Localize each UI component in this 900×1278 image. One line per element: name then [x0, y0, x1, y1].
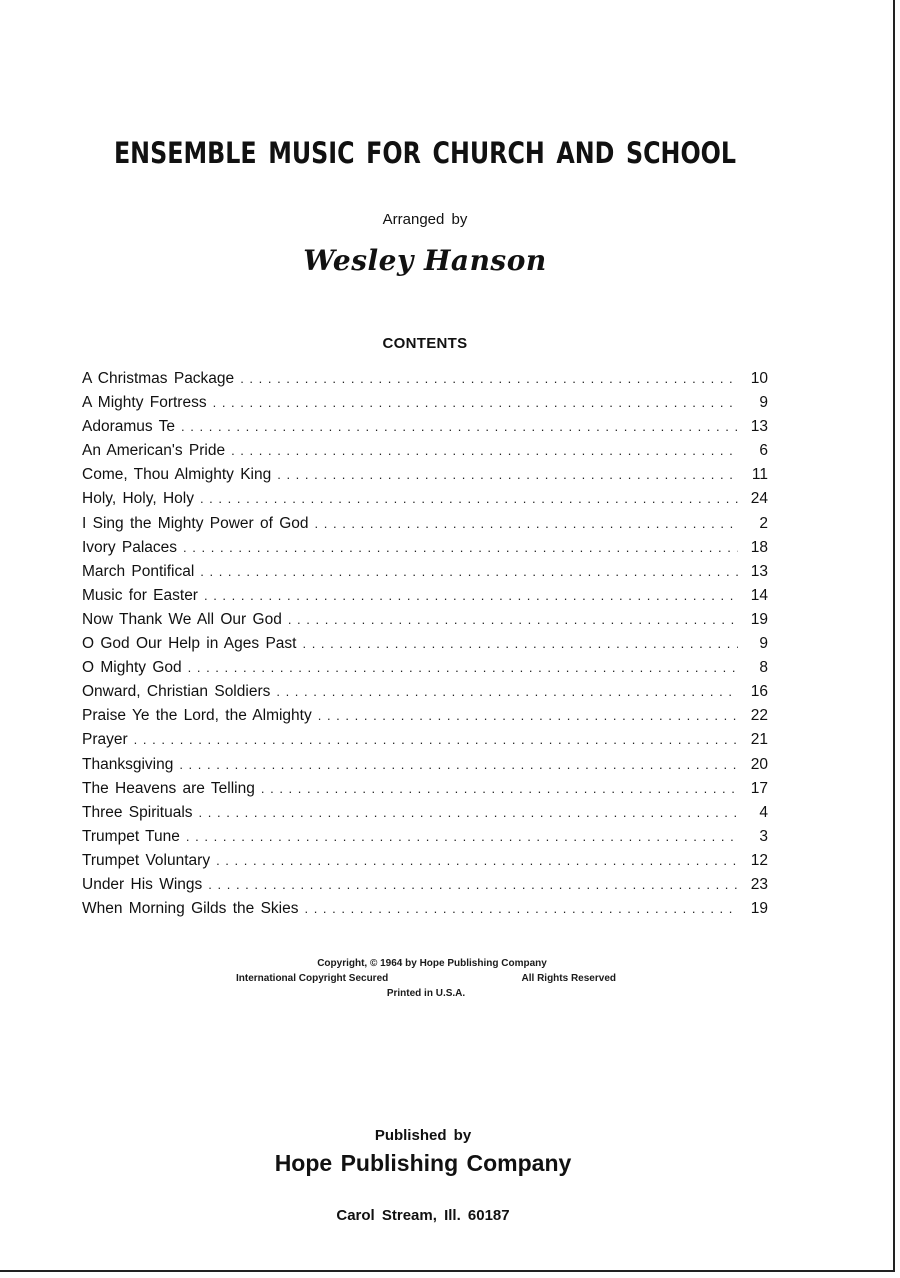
toc-entry	[82, 466, 768, 490]
toc-entry-title: Trumpet Tune	[82, 827, 180, 845]
toc-entry	[82, 900, 768, 924]
toc-entry-page: 18	[750, 538, 768, 556]
copyright-rights-line	[236, 971, 616, 986]
toc-entry	[82, 611, 768, 635]
toc-entry-page: 20	[750, 755, 768, 773]
toc-entry	[82, 683, 768, 707]
toc-entry	[82, 828, 768, 852]
toc-entry-page: 4	[759, 803, 768, 821]
toc-entry-title: A Mighty Fortress	[82, 394, 207, 412]
toc-entry-title: I Sing the Mighty Power of God	[82, 514, 309, 532]
toc-entry-page: 6	[759, 442, 768, 460]
toc-entry-page: 16	[750, 683, 768, 701]
toc-entry	[82, 780, 768, 804]
dot-leader	[181, 419, 738, 434]
dot-leader	[200, 564, 738, 579]
toc-entry-title: Adoramus Te	[82, 418, 176, 436]
copyright-secured: International Copyright Secured	[236, 973, 389, 984]
toc-entry-page: 22	[750, 707, 768, 725]
printed-in: Printed in U.S.A.	[386, 988, 466, 999]
toc-entry	[82, 490, 768, 514]
toc-entry-title: March Pontifical	[82, 562, 195, 580]
toc-entry	[82, 515, 768, 539]
dot-leader	[134, 732, 738, 747]
toc-entry-page: 8	[759, 659, 768, 677]
toc-entry	[82, 370, 768, 394]
toc-entry	[82, 394, 768, 418]
publisher-location: Carol Stream, Ill. 60187	[336, 1207, 510, 1224]
dot-leader	[213, 395, 738, 410]
toc-entry-page: 24	[750, 490, 768, 508]
dot-leader	[199, 805, 738, 820]
toc-entry-title: An American's Pride	[82, 442, 226, 460]
arranger-name: Wesley Hanson	[303, 244, 547, 277]
dot-leader	[208, 877, 738, 892]
toc-entry-page: 9	[759, 394, 768, 412]
toc-entry-page: 19	[750, 610, 768, 628]
toc-entry-page: 19	[750, 900, 768, 918]
toc-entry	[82, 731, 768, 755]
toc-entry	[82, 635, 768, 659]
toc-entry-page: 17	[750, 779, 768, 797]
toc-entry-title: The Heavens are Telling	[82, 779, 255, 797]
toc-entry-page: 14	[750, 586, 768, 604]
copyright-rights-reserved: All Rights Reserved	[521, 973, 616, 984]
toc-entry	[82, 587, 768, 611]
toc-entry-title: Under His Wings	[82, 875, 203, 893]
toc-entry-title: Music for Easter	[82, 586, 198, 604]
toc-entry	[82, 852, 768, 876]
copyright-notice	[236, 956, 616, 1001]
toc-entry-page: 9	[759, 635, 768, 653]
toc-entry-title: When Morning Gilds the Skies	[82, 900, 299, 918]
contents-heading: CONTENTS	[382, 335, 468, 352]
toc-entry-page: 13	[750, 562, 768, 580]
toc-entry	[82, 442, 768, 466]
dot-leader	[204, 588, 738, 603]
dot-leader	[231, 443, 738, 458]
copyright-line: Copyright, © 1964 by Hope Publishing Company	[317, 958, 547, 969]
dot-leader	[318, 708, 738, 723]
toc-entry-title: Onward, Christian Soldiers	[82, 683, 271, 701]
table-of-contents	[82, 370, 768, 924]
dot-leader	[315, 516, 738, 531]
toc-entry	[82, 539, 768, 563]
published-by-label: Published by	[374, 1127, 472, 1144]
toc-entry-title: Trumpet Voluntary	[82, 851, 211, 869]
dot-leader	[240, 371, 738, 386]
toc-entry-page: 2	[759, 514, 768, 532]
toc-entry-title: Three Spirituals	[82, 803, 193, 821]
toc-entry	[82, 563, 768, 587]
toc-entry-page: 10	[750, 370, 768, 387]
dot-leader	[288, 612, 738, 627]
dot-leader	[302, 636, 738, 651]
toc-entry-page: 3	[759, 827, 768, 845]
toc-entry-title: O Mighty God	[82, 659, 182, 677]
toc-entry-page: 21	[750, 731, 768, 749]
publisher-name: Hope Publishing Company	[274, 1150, 572, 1176]
toc-entry-page: 23	[750, 875, 768, 893]
toc-entry-title: Thanksgiving	[82, 755, 174, 773]
dot-leader	[200, 491, 738, 506]
toc-entry-title: Now Thank We All Our God	[82, 610, 282, 628]
toc-entry-title: A Christmas Package	[82, 370, 235, 387]
dot-leader	[183, 540, 738, 555]
page-title: ENSEMBLE MUSIC FOR CHURCH AND SCHOOL	[113, 136, 737, 170]
toc-entry	[82, 804, 768, 828]
arranged-by-label: Arranged by	[382, 211, 468, 228]
dot-leader	[186, 829, 738, 844]
toc-entry-page: 11	[751, 466, 768, 484]
dot-leader	[216, 853, 738, 868]
toc-entry-page: 13	[750, 418, 768, 436]
toc-entry-title: Ivory Palaces	[82, 538, 178, 556]
dot-leader	[179, 757, 738, 772]
toc-entry-title: Prayer	[82, 731, 128, 749]
dot-leader	[276, 684, 738, 699]
toc-entry-title: Praise Ye the Lord, the Almighty	[82, 707, 312, 725]
toc-entry-page: 12	[750, 851, 768, 869]
toc-entry	[82, 876, 768, 900]
toc-entry	[82, 418, 768, 442]
toc-entry-title: O God Our Help in Ages Past	[82, 635, 297, 653]
dot-leader	[304, 901, 738, 916]
toc-entry	[82, 659, 768, 683]
dot-leader	[261, 781, 738, 796]
toc-entry	[82, 756, 768, 780]
dot-leader	[188, 660, 738, 675]
dot-leader	[277, 467, 738, 482]
toc-entry-title: Come, Thou Almighty King	[82, 466, 272, 484]
toc-entry	[82, 707, 768, 731]
toc-entry-title: Holy, Holy, Holy	[82, 490, 194, 508]
